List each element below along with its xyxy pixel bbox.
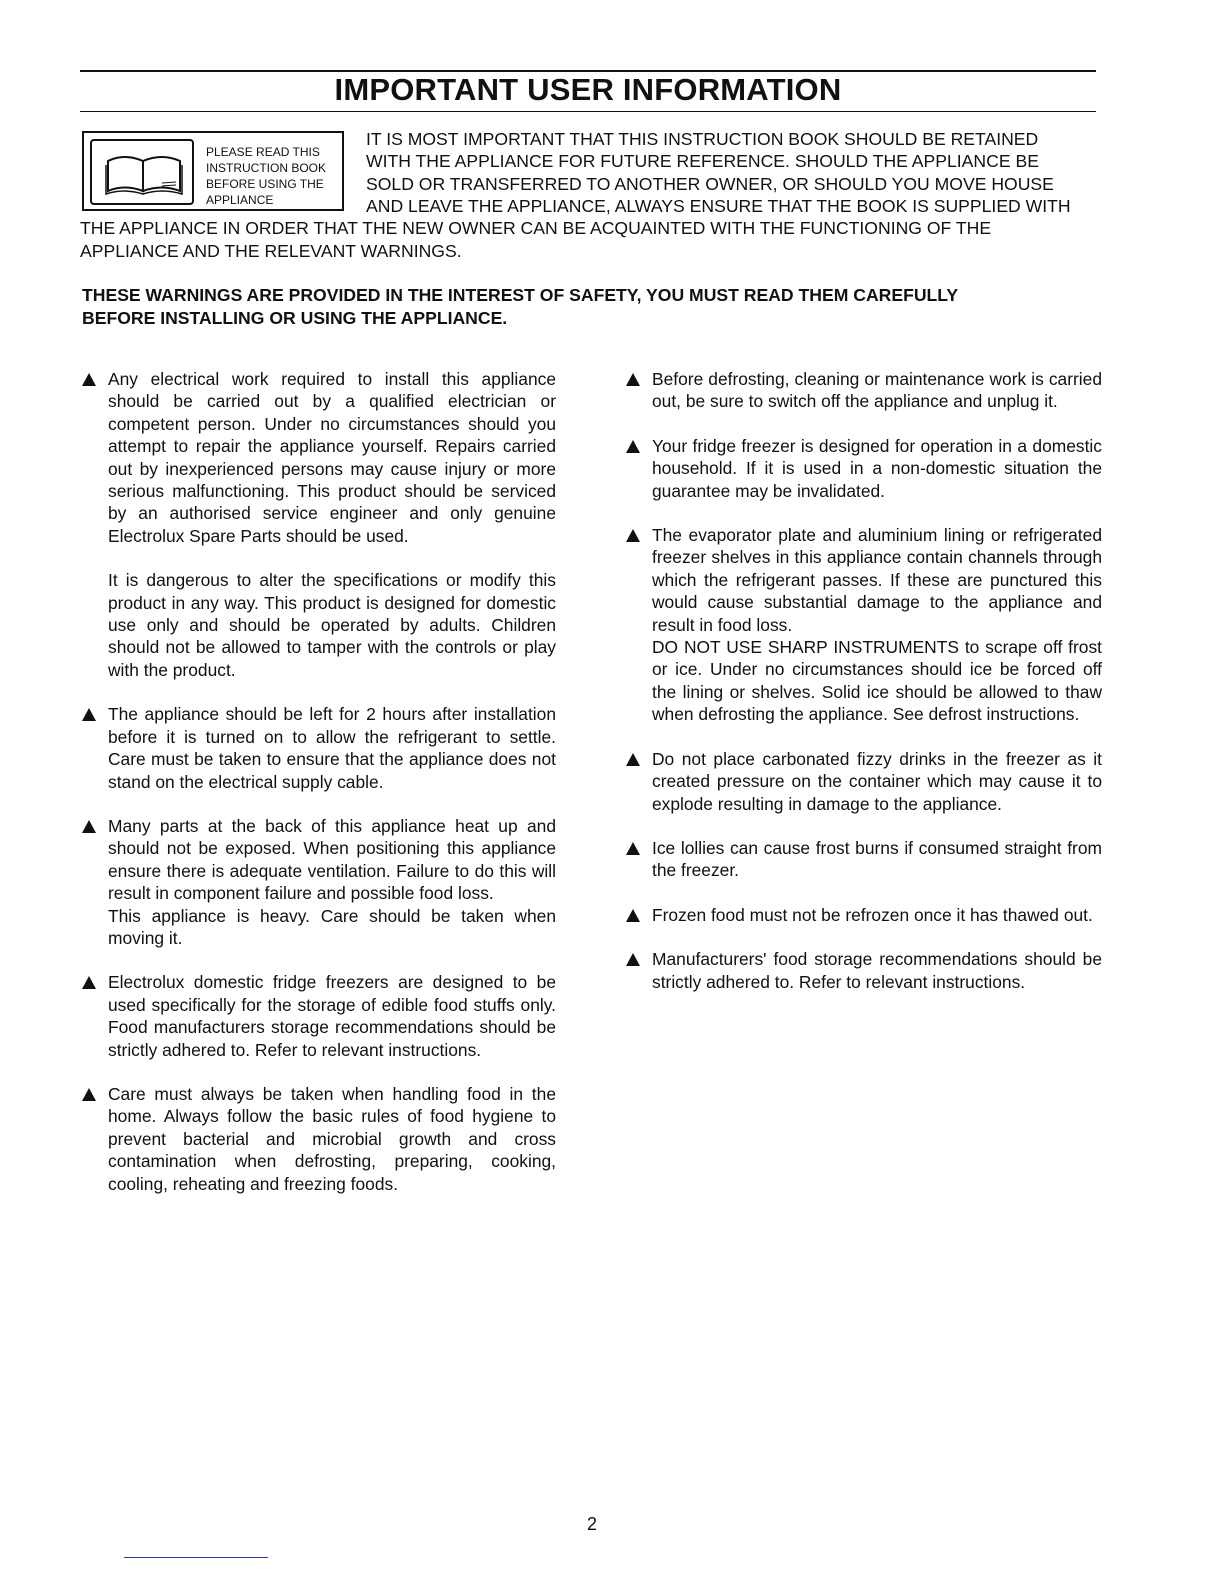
warning-text: Electrolux domestic fridge freezers are designed to be used specifically for the storage of edible food stuffs only. Food manufacturers storage recommendations should be strictly adhered to. Refer to relevant instructions.	[108, 972, 556, 1060]
intro-line: APPLIANCE AND THE RELEVANT WARNINGS.	[80, 241, 462, 261]
footer-rule	[124, 1557, 268, 1558]
warning-triangle-icon	[82, 820, 96, 833]
warning-text: Many parts at the back of this appliance heat up and should not be exposed. When positioning this appliance ensure there is adequate ventilation. Failure to do this will result in component failure and possible food loss.	[108, 815, 556, 904]
safety-heading-line: THESE WARNINGS ARE PROVIDED IN THE INTEREST OF SAFETY, YOU MUST READ THEM CAREFULLY	[82, 285, 959, 305]
warning-text: Do not place carbonated fizzy drinks in the freezer as it created pressure on the container which may cause it to explode resulting in damage to the appliance.	[652, 748, 1102, 814]
warning-item	[80, 815, 556, 949]
safety-heading-line: BEFORE INSTALLING OR USING THE APPLIANCE.	[82, 308, 508, 328]
warning-item	[624, 837, 1102, 882]
warning-text: The appliance should be left for 2 hours after installation before it is turned on to allow the refrigerant to settle. Care must be taken to ensure that the appliance does not stand on the electrical supply cable.	[108, 704, 556, 792]
warning-text: Ice lollies can cause frost burns if consumed straight from the freezer.	[652, 837, 1102, 881]
intro-line: WITH THE APPLIANCE FOR FUTURE REFERENCE. SHOULD THE APPLIANCE BE	[366, 151, 1039, 171]
warning-item	[624, 948, 1102, 993]
warning-item	[80, 1083, 556, 1195]
warning-item	[624, 904, 1102, 926]
warning-text: DO NOT USE SHARP INSTRUMENTS to scrape off frost or ice. Under no circumstances should ice be forced off the lining or shelves. Solid ice should be allowed to thaw when defrosting the appliance. See defrost instructions.	[652, 637, 1102, 725]
warning-item	[80, 703, 556, 793]
notice-text	[206, 144, 342, 208]
warning-text: The evaporator plate and aluminium lining or refrigerated freezer shelves in this appliance contain channels through which the refrigerant passes. If these are punctured this would cause substantial damage to the appliance and result in food loss.	[652, 525, 1102, 635]
warning-triangle-icon	[626, 440, 640, 453]
warning-text: Frozen food must not be refrozen once it has thawed out.	[652, 904, 1093, 925]
warning-triangle-icon	[82, 708, 96, 721]
warning-triangle-icon	[626, 909, 640, 922]
warning-text: Your fridge freezer is designed for operation in a domestic household. If it is used in a non-domestic situation the guarantee may be invalidated.	[652, 435, 1102, 501]
warning-item	[624, 524, 1102, 726]
warning-triangle-icon	[82, 1088, 96, 1101]
warning-item	[624, 368, 1102, 413]
warning-item	[624, 748, 1102, 815]
safety-heading	[82, 284, 1102, 330]
warning-text: Care must always be taken when handling food in the home. Always follow the basic rules of food hygiene to prevent bacterial and microbial growth and cross contamination when defrosting, preparing, cooking, cooling, reheating and freezing foods.	[108, 1083, 556, 1194]
page-title: IMPORTANT USER INFORMATION	[334, 72, 842, 107]
intro-line: SOLD OR TRANSFERRED TO ANOTHER OWNER, OR SHOULD YOU MOVE HOUSE	[366, 174, 1054, 194]
warning-item	[624, 435, 1102, 502]
warning-triangle-icon	[626, 953, 640, 966]
warnings-right-column	[624, 368, 1102, 1015]
header-bottom-rule	[80, 111, 1096, 112]
warning-text: Manufacturers' food storage recommendations should be strictly adhered to. Refer to relevant instructions.	[652, 949, 1102, 992]
notice-line: APPLIANCE	[206, 193, 274, 207]
notice-line: BEFORE USING THE	[206, 177, 324, 191]
warning-triangle-icon	[82, 373, 96, 386]
read-instructions-notice	[82, 131, 344, 211]
warning-triangle-icon	[626, 373, 640, 386]
warnings-left-column	[80, 368, 556, 1217]
intro-line: THE APPLIANCE IN ORDER THAT THE NEW OWNER CAN BE ACQUAINTED WITH THE FUNCTIONING OF THE	[80, 218, 992, 238]
warning-text: This appliance is heavy. Care should be taken when moving it.	[108, 905, 556, 948]
warning-triangle-icon	[626, 529, 640, 542]
open-book-icon	[90, 139, 194, 205]
warning-text: Any electrical work required to install this appliance should be carried out by a qualified electrician or competent person. Under no circumstances should you attempt to repair the appliance yourself. Repairs carried out by inexperienced persons may cause injury or more serious malfunctioning. This product should be serviced by an authorised service engineer and only genuine Electrolux Spare Parts should be used.	[108, 369, 556, 546]
warning-triangle-icon	[82, 976, 96, 989]
page-number: 2	[586, 1514, 597, 1534]
intro-line: AND LEAVE THE APPLIANCE, ALWAYS ENSURE THAT THE BOOK IS SUPPLIED WITH	[366, 196, 1071, 216]
warning-item	[80, 368, 556, 681]
notice-line: PLEASE READ THIS	[206, 145, 320, 159]
warning-item	[80, 971, 556, 1061]
warning-text: Before defrosting, cleaning or maintenance work is carried out, be sure to switch off the appliance and unplug it.	[652, 369, 1102, 412]
intro-line: IT IS MOST IMPORTANT THAT THIS INSTRUCTION BOOK SHOULD BE RETAINED	[366, 129, 1039, 149]
warning-text: It is dangerous to alter the specifications or modify this product in any way. This product is designed for domestic use only and should be operated by adults. Children should not be allowed to tamper with the controls or play with the product.	[108, 570, 556, 680]
warning-triangle-icon	[626, 842, 640, 855]
warning-triangle-icon	[626, 753, 640, 766]
notice-line: INSTRUCTION BOOK	[206, 161, 327, 175]
